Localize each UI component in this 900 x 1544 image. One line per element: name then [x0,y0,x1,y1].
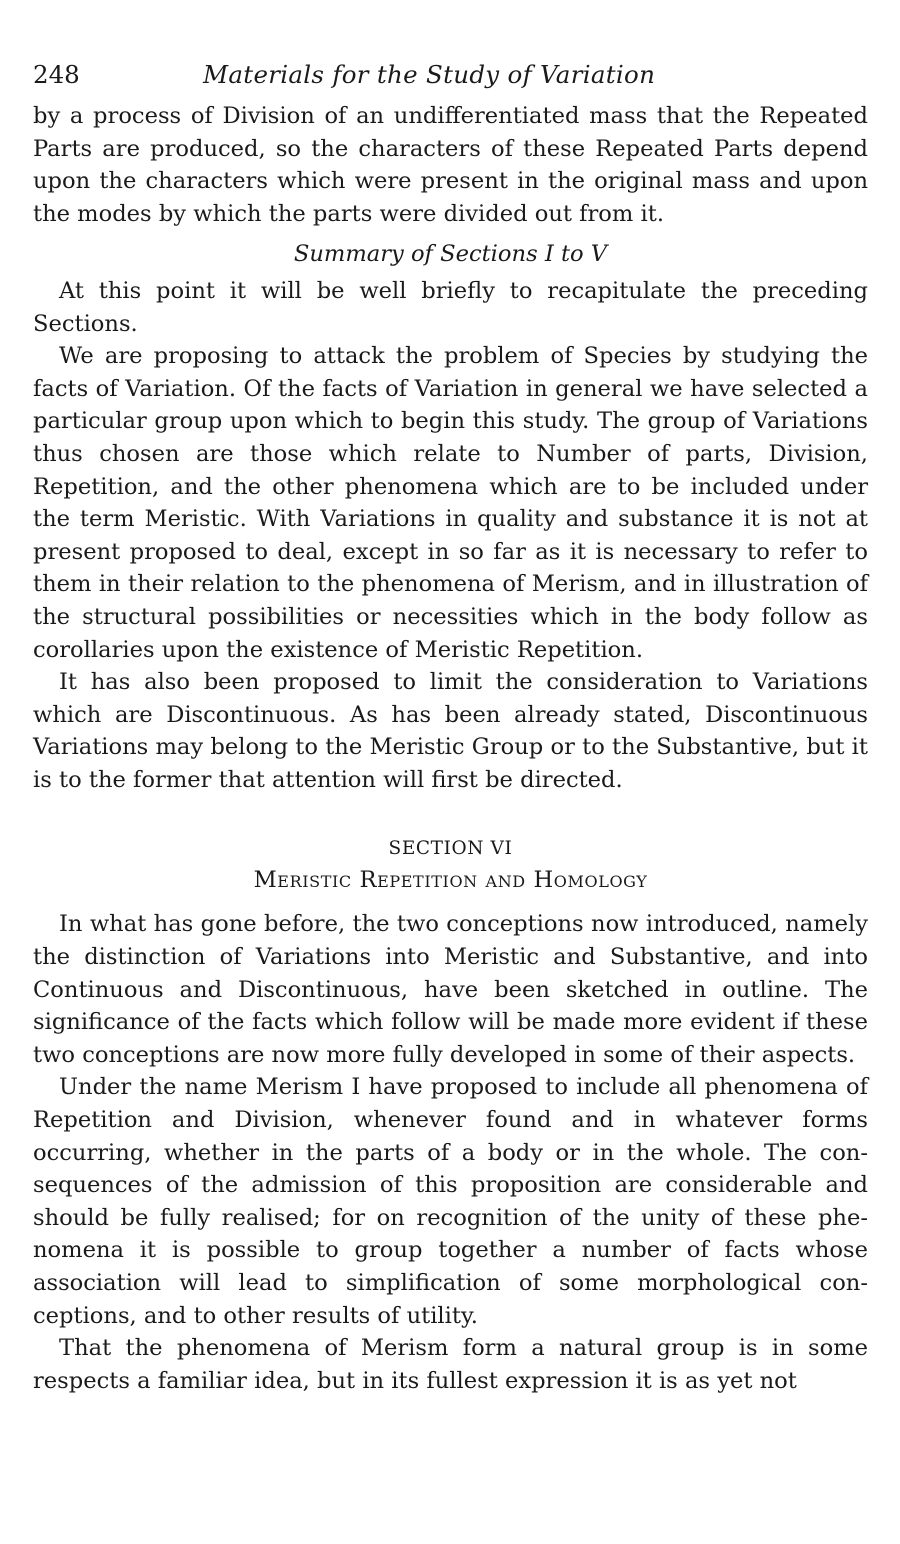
paragraph: That the phenomena of Merism form a natural group is in some respects a familiar idea, but in its fullest expression it is as yet not [33,1335,868,1394]
paragraph: It has also been proposed to limit the consideration to Variations which are Discontinuous. As has been already stated, Discontinuous Variations may belong to the Meristic Group or to the Substantive, but it is to the former that attention will first be directed. [33,669,868,793]
paragraph: Under the name Merism I have proposed to include all phenomena of Repetition and Division, whenever found and in whatever forms occurring, whether in the parts of a body or in the whole. The consequences of the admission of this proposition are considerable and should be fully realised; for on recognition of the unity of these phenomena it is possible to group together a number of facts whose association will lead to simplification of some morphological conceptions, and to other results of utility. [33,1074,868,1329]
text-body [33,100,868,1397]
paragraph: In what has gone before, the two conceptions now introduced, namely the distinction of Variations into Meristic and Substantive, and into Continuous and Discontinuous, have been sketched in outline. The significance of the facts which follow will be made more evident if these two conceptions are now more fully developed in some of their aspects. [33,911,868,1068]
paragraph: At this point it will be well briefly to recapitulate the preceding Sections. [33,277,868,337]
paragraph: We are proposing to attack the problem of Species by studying the facts of Variation. Of the facts of Variation in general we have selected a particular group upon which to begin this study. The group of Variations thus chosen are those which relate to Number of parts, Division, Repetition, and the other phenomena which are to be included under the term Meristic. With Variations in quality and substance it is not at present proposed to deal, except in so far as it is necessary to refer to them in their relation to the phenomena of Merism, and in illustration of the structural possibilities or necessities which in the body follow as corollaries upon the existence of Meristic Repetition. [33,343,868,663]
section-label: SECTION VI [388,838,513,860]
paragraph-continued: by a process of Division of an undifferentiated mass that the Repeated Parts are produced, so the characters of these Repeated Parts depend upon the characters which were present in the original mass and upon the modes by which the parts were divided out from it. [33,103,868,227]
page-number: 248 [33,60,80,89]
running-title: Materials for the Study of Variation [203,60,656,89]
section-title: Meristic Repetition and Homology [253,867,648,894]
running-head [33,54,868,100]
summary-heading: Summary of Sections I to V [293,241,608,268]
